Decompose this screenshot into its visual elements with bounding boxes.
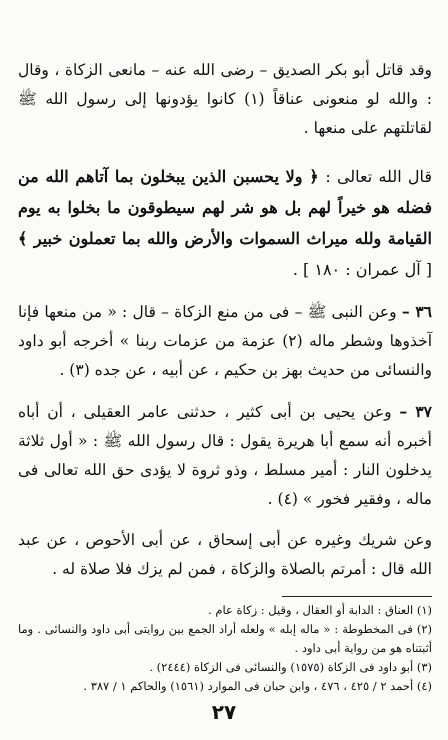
- footnotes: [18, 601, 432, 696]
- paragraph-sharik: وعن شريك وغيره عن أبى إسحاق ، عن أبى الأحوص ، عن عبد الله قال : أمرتم بالصلاة والزكاة ، فمن لم يزك فلا صلاة له .: [18, 531, 432, 578]
- hadith-text: وعن النبى ﷺ – فى من منع الزكاة – قال : « من منعها فإنا آخذوها وشطر ماله (٢) عزمة من عزمات ربنا » أخرجه أبو داود والنسائى من حديث بهز بن حكيم ، عن أبيه ، عن جده (٣) .: [18, 303, 433, 379]
- footnote-1: (١) العناق : الدابة أو العقال ، وقيل : زكاة عام .: [208, 603, 432, 617]
- verse-text: ﴿ ولا يحسبن الذين يبخلون بما آتاهم الله من فضله هو خيراً لهم بل هو شر لهم سيطوقون ما بخلوا به يوم القيامة ولله ميراث السموات والأرض والله بما تعملون خبير ﴾: [18, 167, 432, 248]
- footnote-separator: [282, 596, 432, 597]
- verse-intro: قال الله تعالى :: [325, 167, 433, 186]
- paragraph-abubakr: وقد قاتل أبو بكر الصديق – رضى الله عنه – مانعى الزكاة ، وقال : والله لو منعونى عناقاً (١) كانوا يؤدونها إلى رسول الله ﷺ لقاتلتهم على منعها .: [18, 61, 432, 137]
- hadith-number: ٣٦ –: [401, 302, 432, 321]
- footnote-4: (٤) أحمد ٢ / ٤٢٥ ، ٤٧٦ ، وابن حبان فى الموارد (١٥٦١) والحاكم ١ / ٣٨٧ .: [83, 679, 432, 693]
- verse-reference: [ آل عمران : ١٨٠ ] .: [292, 260, 432, 279]
- hadith-text: وعن يحيى بن أبى كثير ، حدثنى عامر العقيلى ، أن أباه أخبره أنه سمع أبا هريرة يقول : قال رسول الله ﷺ : « أول ثلاثة يدخلون النار : أمير مسلط ، وذو ثروة لا يؤدى حق الله تعالى فى ماله ، وفقير فخور » (٤) .: [18, 403, 432, 508]
- footnote-2: (٢) فى المخطوطة : « ماله إبله » ولعله أراد الجمع بين روايتى أبى داود والنسائى . وما أثبتناه هو من رواية أبى داود .: [18, 622, 432, 655]
- paragraph-quran-verse: [18, 161, 432, 285]
- hadith-number: ٣٧ –: [399, 402, 432, 421]
- hadith-36: [18, 297, 432, 385]
- footnote-3: (٣) أبو داود فى الزكاة (١٥٧٥) والنسائى فى الزكاة (٢٤٤٤) .: [149, 660, 432, 674]
- hadith-37: [18, 397, 432, 514]
- page-number: ٢٧: [211, 700, 237, 724]
